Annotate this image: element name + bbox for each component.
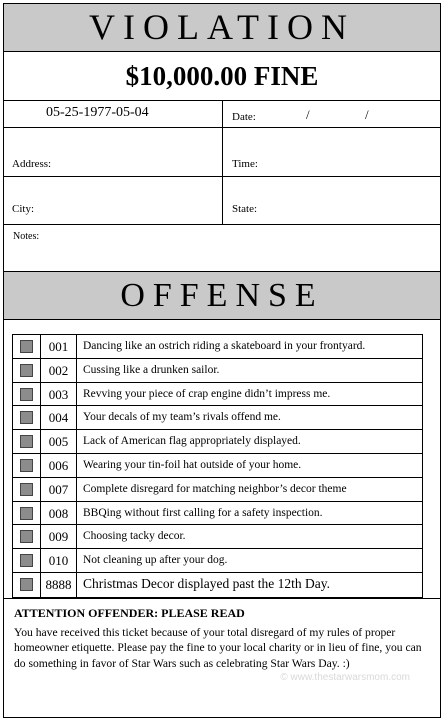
offense-code: 002 xyxy=(41,359,77,382)
offense-checkbox-cell xyxy=(15,430,41,453)
offense-code: 8888 xyxy=(41,573,77,597)
address-label: Address: xyxy=(12,158,52,170)
offense-code: 004 xyxy=(41,406,77,429)
offense-checkbox-cell xyxy=(15,525,41,548)
offense-checkbox-cell xyxy=(15,478,41,501)
offense-checkbox[interactable] xyxy=(20,507,33,520)
address-time-row xyxy=(4,128,440,177)
notes-row xyxy=(4,225,440,270)
offense-item xyxy=(13,549,422,573)
offense-checkbox[interactable] xyxy=(20,388,33,401)
attention-heading: ATTENTION OFFENDER: PLEASE READ xyxy=(14,606,245,620)
offense-item xyxy=(13,335,422,359)
offense-checkbox-cell xyxy=(15,454,41,477)
city-state-row xyxy=(4,177,440,225)
offense-checkbox[interactable] xyxy=(20,364,33,377)
offense-checkbox-cell xyxy=(15,406,41,429)
id-date-row xyxy=(4,101,440,128)
ticket-id: 05-25-1977-05-04 xyxy=(46,105,149,120)
offense-description: Wearing your tin-foil hat outside of your home. xyxy=(83,458,302,471)
watermark: © www.thestarwarsmom.com xyxy=(280,672,410,683)
state-label: State: xyxy=(232,203,258,215)
offense-description: Dancing like an ostrich riding a skateboard in your frontyard. xyxy=(83,340,366,352)
violation-ticket xyxy=(3,3,441,718)
offense-checkbox[interactable] xyxy=(20,459,33,472)
violation-banner: VIOLATION xyxy=(4,4,440,52)
offense-checkbox-cell xyxy=(15,335,41,358)
offense-code: 009 xyxy=(41,525,77,548)
offense-description: Revving your piece of crap engine didn’t impress me. xyxy=(83,387,331,400)
offense-item xyxy=(13,430,422,454)
offense-checkbox[interactable] xyxy=(20,411,33,424)
offense-checkbox[interactable] xyxy=(20,578,33,591)
offense-description: Not cleaning up after your dog. xyxy=(83,554,228,567)
offense-code: 008 xyxy=(41,502,77,525)
offense-checkbox-cell xyxy=(15,502,41,525)
offense-description: Complete disregard for matching neighbor’s decor theme xyxy=(83,482,347,495)
date-separator: / xyxy=(306,107,310,122)
offense-code: 005 xyxy=(41,430,77,453)
offense-code: 001 xyxy=(41,335,77,358)
offense-checkbox[interactable] xyxy=(20,554,33,567)
date-separator: / xyxy=(365,107,369,122)
date-label: Date: xyxy=(232,111,256,123)
offense-code: 010 xyxy=(41,549,77,572)
offense-code: 007 xyxy=(41,478,77,501)
offense-description: BBQing without first calling for a safety inspection. xyxy=(83,506,323,519)
offense-item xyxy=(13,383,422,407)
attention-section xyxy=(4,598,440,719)
fine-amount: $10,000.00 FINE xyxy=(4,52,440,101)
offense-description: Cussing like a drunken sailor. xyxy=(83,363,220,376)
offense-item xyxy=(13,478,422,502)
time-label: Time: xyxy=(232,158,258,170)
offense-checkbox[interactable] xyxy=(20,483,33,496)
offense-item xyxy=(13,359,422,383)
attention-body: You have received this ticket because of your total disregard of my rules of proper homeowner etiquette. Please pay the fine to your local charity or in lieu of fine, you can do something in favor of Star Wars such as celebrating Star Wars Day. :) xyxy=(14,626,422,670)
offense-code: 006 xyxy=(41,454,77,477)
offense-description: Lack of American flag appropriately displayed. xyxy=(83,435,301,448)
offense-checkbox-cell xyxy=(15,383,41,406)
offense-item xyxy=(13,406,422,430)
offense-description: Your decals of my team’s rivals offend me. xyxy=(83,411,281,424)
offense-checkbox[interactable] xyxy=(20,530,33,543)
city-label: City: xyxy=(12,203,35,215)
offense-checkbox[interactable] xyxy=(20,340,33,353)
offense-description: Christmas Decor displayed past the 12th Day. xyxy=(83,575,330,591)
offense-checkbox-cell xyxy=(15,549,41,572)
offense-checkbox-cell xyxy=(15,359,41,382)
offense-checkbox-cell xyxy=(15,573,41,597)
offense-code: 003 xyxy=(41,383,77,406)
offense-checkbox[interactable] xyxy=(20,435,33,448)
offense-item xyxy=(13,502,422,526)
offense-item xyxy=(13,573,422,597)
offense-item xyxy=(13,454,422,478)
offense-list xyxy=(12,334,423,598)
notes-label: Notes: xyxy=(13,231,40,242)
offense-description: Choosing tacky decor. xyxy=(83,530,186,543)
offense-item xyxy=(13,525,422,549)
offense-banner: OFFENSE xyxy=(4,271,440,320)
